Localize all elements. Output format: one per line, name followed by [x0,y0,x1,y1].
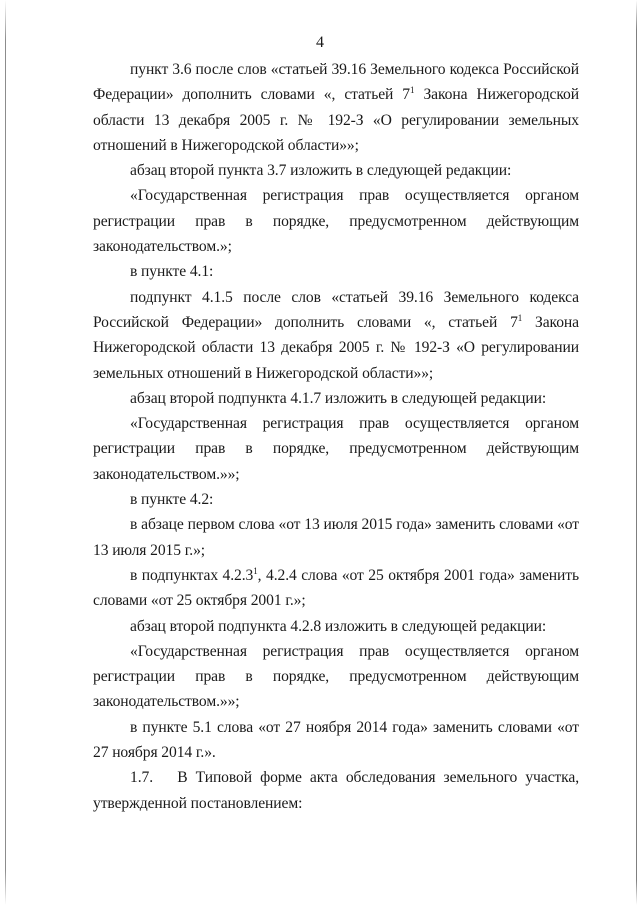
paragraph: в пункте 5.1 слова «от 27 ноября 2014 года» заменить словами «от 27 ноября 2014 г.». [93,718,579,762]
paragraph: «Государственная регистрация прав осуществляется органом регистрации прав в порядке, предусмотренном действующим законодательством.»»; [93,415,579,483]
page-number: 4 [316,34,324,51]
paragraph: в подпунктах 4.2.3$^1$, 4.2.4 слова «от 25 октября 2001 года» заменить словами «от 25 октября 2001 г.»; [93,565,579,610]
paragraph: 1.7. В Типовой форме акта обследования земельного участка, утвержденной постановлением: [93,769,579,812]
scan-edge-right [636,0,637,905]
paragraph: пункт 3.6 после слов «статьей 39.16 Земельного кодекса Российской Федерации» дополнить словами «, статьей $7^1$ Закона Нижегородской области 13 декабря 2005 г. № 192-З «О регулировании земельных отношений в Нижегородской области»»; [93,61,579,154]
paragraph: в пункте 4.2: [130,491,214,509]
paragraph: абзац второй пункта 3.7 изложить в следующей редакции: [130,162,512,180]
scan-edge-left [5,0,6,905]
paragraph: «Государственная регистрация прав осуществляется органом регистрации прав в порядке, предусмотренном действующим законодательством.»; [93,187,579,256]
paragraph: в пункте 4.1: [130,263,214,281]
paragraph: подпункт 4.1.5 после слов «статьей 39.16 Земельного кодекса Российской Федерации» дополнить словами «, статьей $7^1$ Закона Нижегородской области 13 декабря 2005 г. № 192-З «О регулировании земельных отношений в Нижегородской области»»; [93,288,579,382]
paragraph: абзац второй подпункта 4.2.8 изложить в следующей редакции: [130,617,547,635]
paragraph: абзац второй подпункта 4.1.7 изложить в следующей редакции: [130,389,547,407]
paragraph: «Государственная регистрация прав осуществляется органом регистрации прав в порядке, предусмотренном действующим законодательством.»»; [93,642,579,711]
document-body [93,57,579,816]
paragraph: в абзаце первом слова «от 13 июля 2015 года» заменить словами «от 13 июля 2015 г.»; [93,516,579,559]
